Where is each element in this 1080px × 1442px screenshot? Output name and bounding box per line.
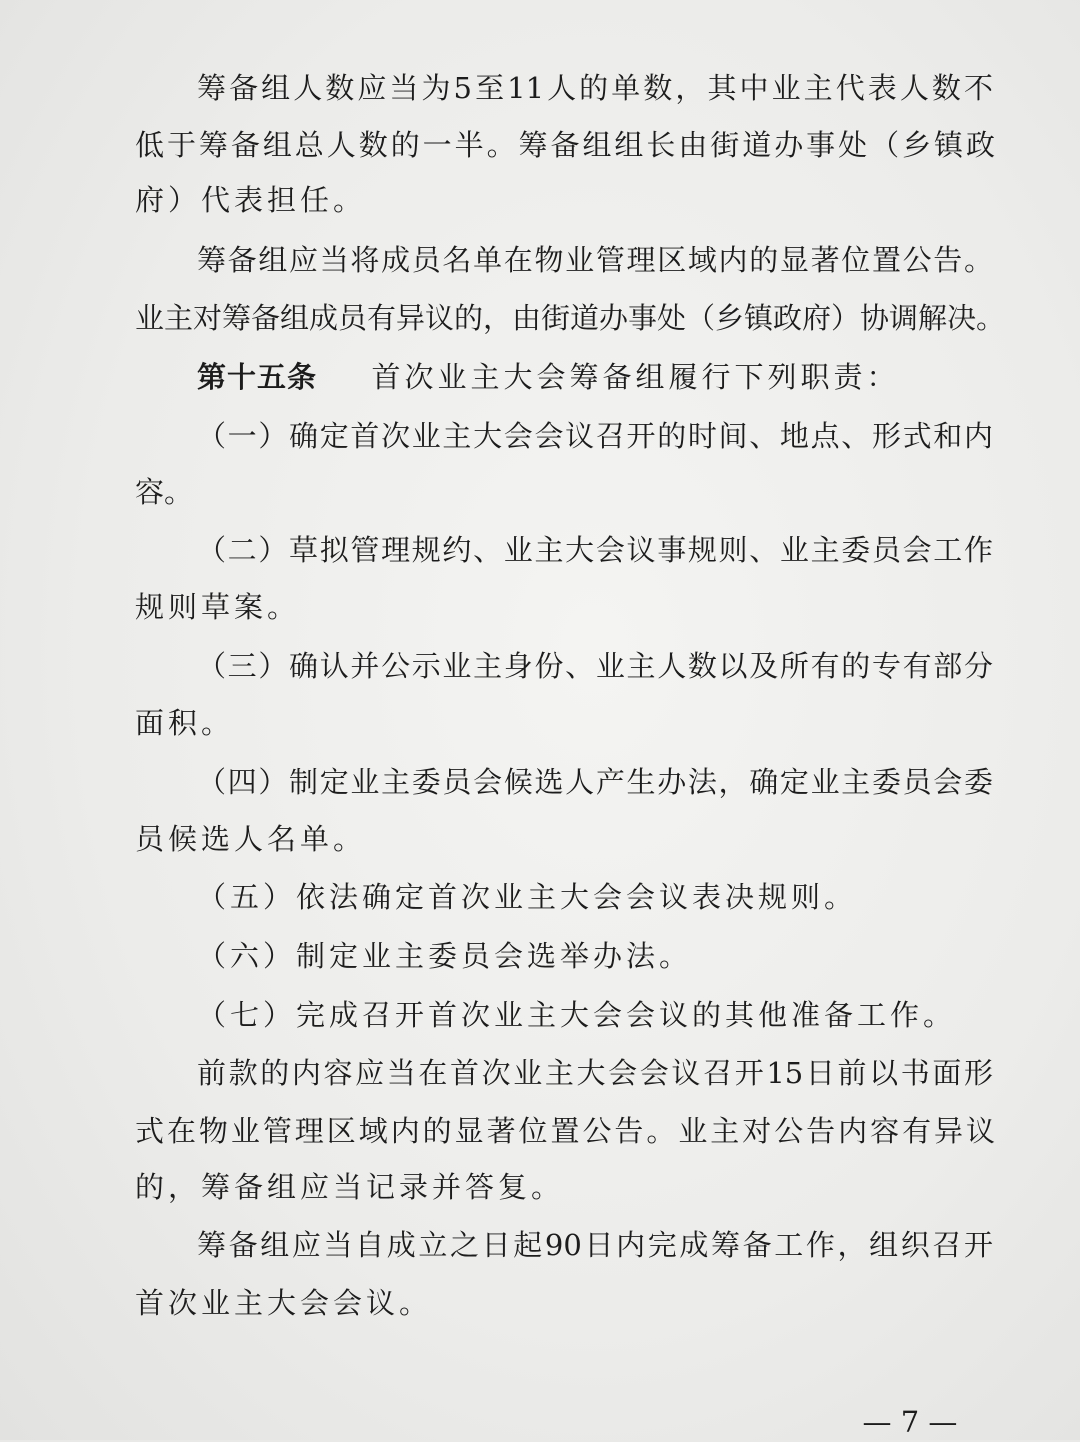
text-line: 规则草案。 <box>135 590 301 624</box>
text-line: （一）确定首次业主大会会议召开的时间、地点、形式和内 <box>197 419 993 453</box>
text-line: 府）代表担任。 <box>135 183 367 217</box>
text-line: 筹备组人数应当为5至11人的单数，其中业主代表人数不 <box>197 71 993 105</box>
text-line: （二）草拟管理规约、业主大会议事规则、业主委员会工作 <box>197 533 993 567</box>
text-line: 前款的内容应当在首次业主大会会议召开15日前以书面形 <box>197 1056 993 1090</box>
text-line: 员候选人名单。 <box>135 822 367 856</box>
article-heading <box>197 357 899 397</box>
text-line: 首次业主大会会议。 <box>135 1286 433 1320</box>
text-line: （三）确认并公示业主身份、业主人数以及所有的专有部分 <box>197 649 993 683</box>
text-line: （六）制定业主委员会选举办法。 <box>197 939 693 973</box>
text-line: （四）制定业主委员会候选人产生办法，确定业主委员会委 <box>197 765 993 799</box>
text-line: （七）完成召开首次业主大会会议的其他准备工作。 <box>197 998 957 1032</box>
article-intro: 首次业主大会筹备组履行下列职责： <box>371 360 900 394</box>
page-number: — 7 — <box>862 1405 958 1439</box>
text-line: （五）依法确定首次业主大会会议表决规则。 <box>197 880 858 914</box>
text-line: 筹备组应当自成立之日起90日内完成筹备工作，组织召开 <box>197 1228 993 1262</box>
text-line: 容。 <box>135 475 194 509</box>
text-line: 筹备组应当将成员名单在物业管理区域内的显著位置公告。 <box>197 243 993 277</box>
text-line: 业主对筹备组成员有异议的，由街道办事处（乡镇政府）协调解决。 <box>135 301 1006 335</box>
text-line: 低于筹备组总人数的一半。筹备组组长由街道办事处（乡镇政 <box>135 128 995 162</box>
article-number: 第十五条 <box>197 360 318 394</box>
text-line: 面积。 <box>135 706 235 740</box>
text-line: 式在物业管理区域内的显著位置公告。业主对公告内容有异议 <box>135 1114 995 1148</box>
text-line: 的，筹备组应当记录并答复。 <box>135 1170 565 1204</box>
